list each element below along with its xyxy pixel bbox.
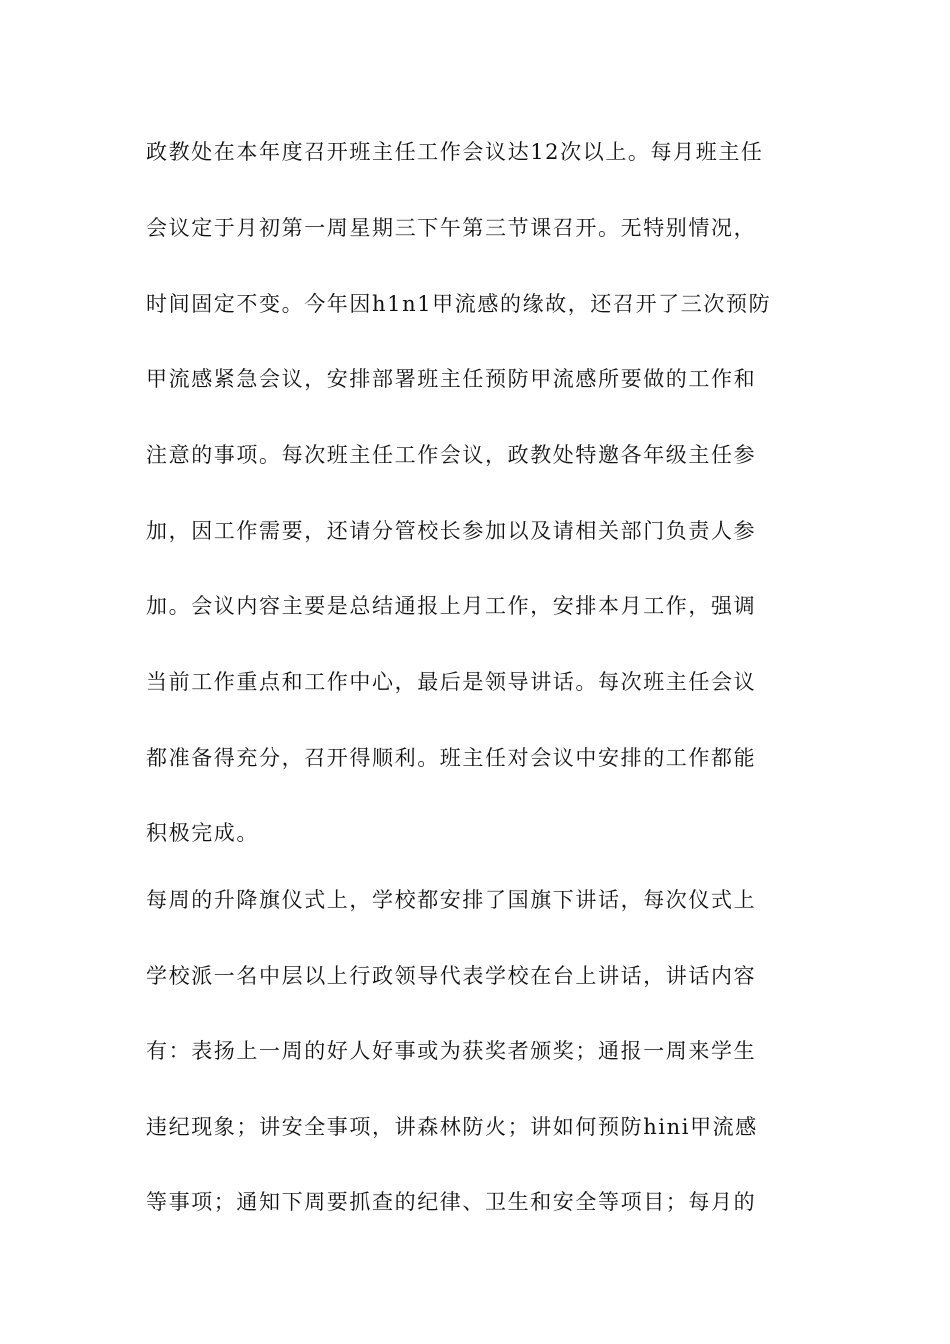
text-line: 时间固定不变。今年因h1n1甲流感的缘故，还召开了三次预防 <box>146 292 772 316</box>
text-line: 甲流感紧急会议，安排部署班主任预防甲流感所要做的工作和 <box>146 367 757 391</box>
text-line: 当前工作重点和工作中心，最后是领导讲话。每次班主任会议 <box>146 670 757 694</box>
text-line: 每周的升降旗仪式上，学校都安排了国旗下讲话，每次仪式上 <box>146 888 757 912</box>
text-line: 有：表扬上一周的好人好事或为获奖者颁奖；通报一周来学生 <box>146 1039 757 1063</box>
text-line: 加。会议内容主要是总结通报上月工作，安排本月工作，强调 <box>146 594 757 618</box>
text-line: 注意的事项。每次班主任工作会议，政教处特邀各年级主任参 <box>146 443 757 467</box>
text-line: 等事项；通知下周要抓查的纪律、卫生和安全等项目；每月的 <box>146 1190 757 1214</box>
text-line: 会议定于月初第一周星期三下午第三节课召开。无特别情况， <box>146 216 757 240</box>
text-line: 加，因工作需要，还请分管校长参加以及请相关部门负责人参 <box>146 519 757 543</box>
text-line: 积极完成。 <box>146 821 259 845</box>
text-line: 政教处在本年度召开班主任工作会议达12次以上。每月班主任 <box>146 140 764 164</box>
text-line: 违纪现象；讲安全事项，讲森林防火；讲如何预防hini甲流感 <box>146 1115 758 1139</box>
text-line: 都准备得充分，召开得顺利。班主任对会议中安排的工作都能 <box>146 746 757 770</box>
text-line: 学校派一名中层以上行政领导代表学校在台上讲话，讲话内容 <box>146 964 757 988</box>
